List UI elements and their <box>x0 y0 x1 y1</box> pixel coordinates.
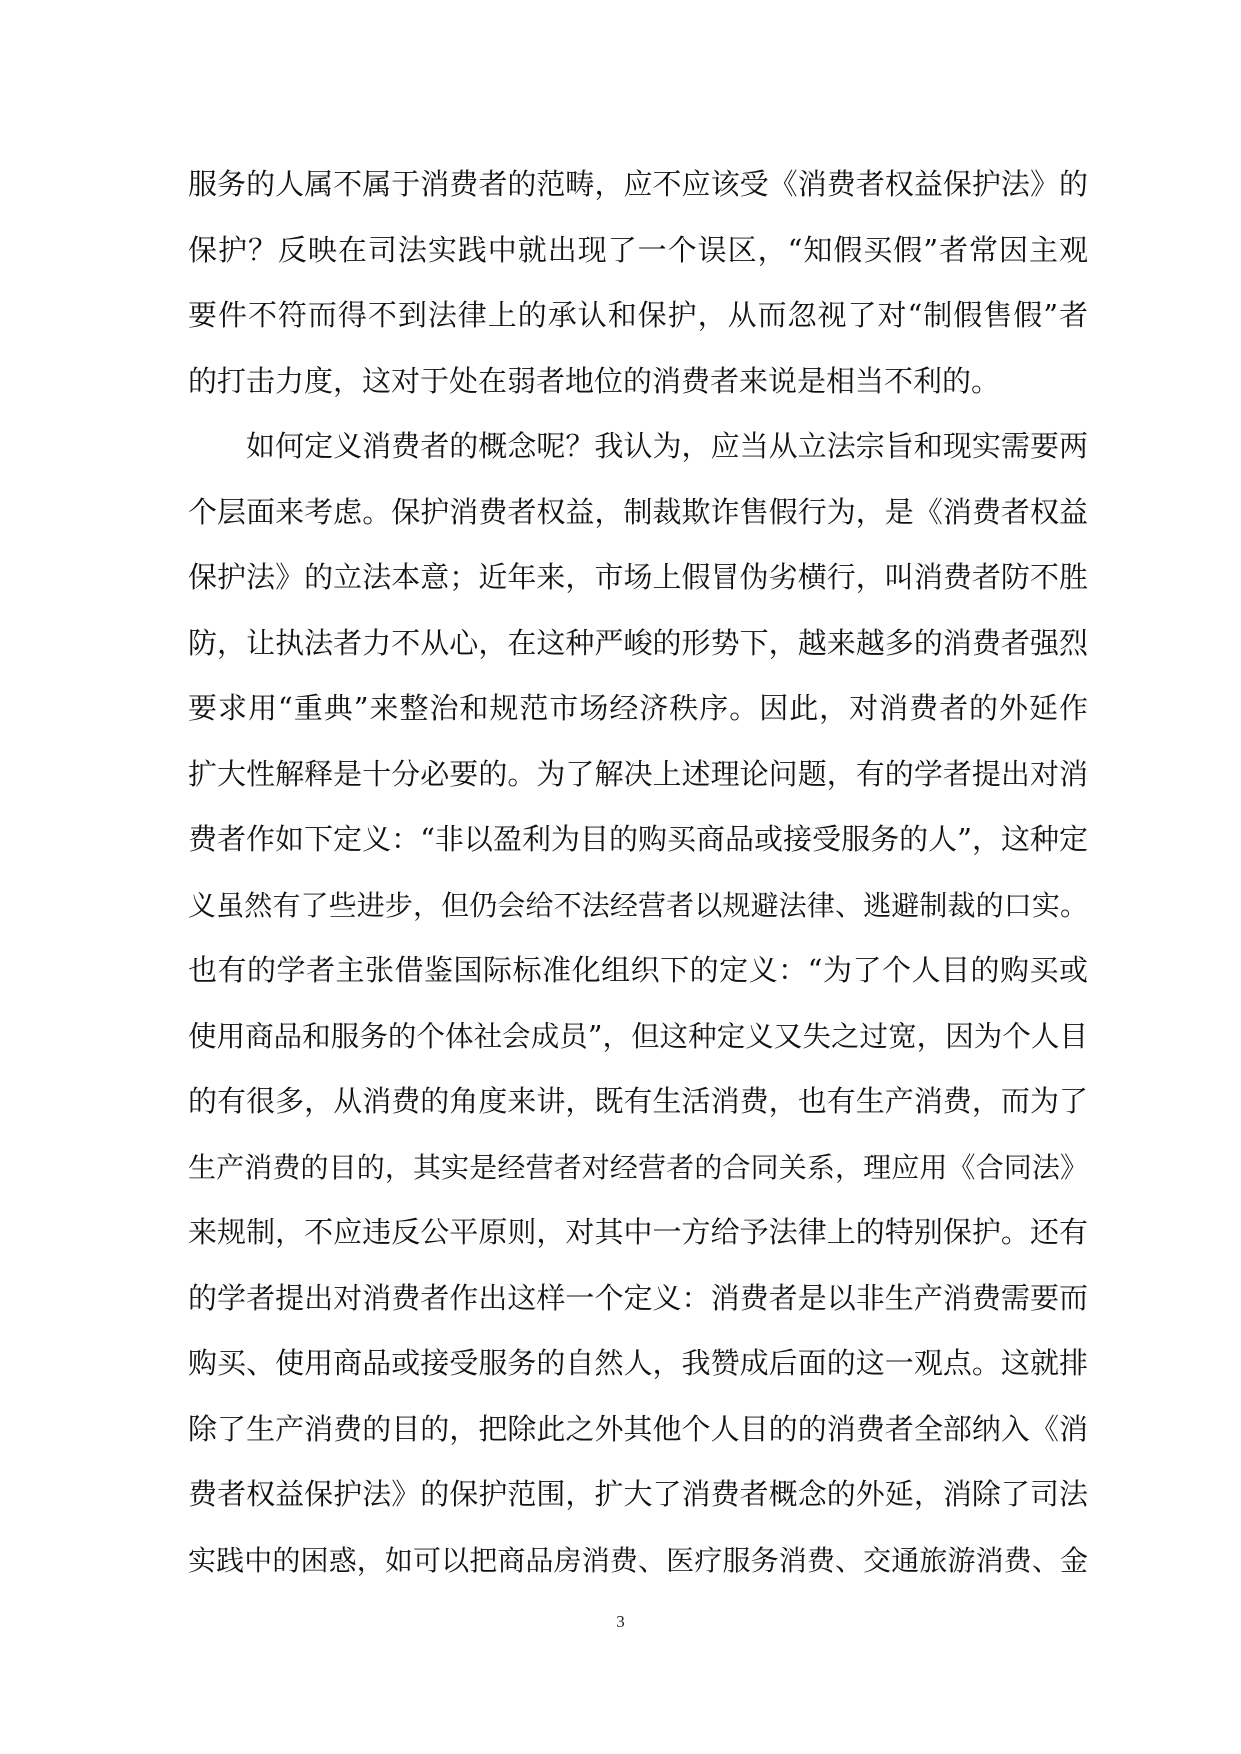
text-line: 费者权益保护法》的保护范围，扩大了消费者概念的外延，消除了司法 <box>188 1477 1088 1511</box>
paragraph-2 <box>188 414 1088 1593</box>
text-line: 除了生产消费的目的，把除此之外其他个人目的的消费者全部纳入《消 <box>188 1411 1088 1446</box>
text-line: 防，让执法者力不从心，在这种严峻的形势下，越来越多的消费者强烈 <box>188 625 1088 660</box>
text-line: 如何定义消费者的概念呢？我认为，应当从立法宗旨和现实需要两 <box>246 429 1088 463</box>
text-line: 生产消费的目的，其实是经营者对经营者的合同关系，理应用《合同法》 <box>188 1150 1088 1184</box>
text-line: 购买、使用商品或接受服务的自然人，我赞成后面的这一观点。这就排 <box>188 1346 1088 1380</box>
text-line: 的有很多，从消费的角度来讲，既有生活消费，也有生产消费，而为了 <box>188 1084 1088 1118</box>
text-line: 使用商品和服务的个体社会成员”，但这种定义又失之过宽，因为个人目 <box>188 1019 1088 1053</box>
text-line: 保护？反映在司法实践中就出现了一个误区，“知假买假”者常因主观 <box>188 232 1088 267</box>
text-line: 的学者提出对消费者作出这样一个定义：消费者是以非生产消费需要而 <box>188 1280 1088 1315</box>
text-line: 义虽然有了些进步，但仍会给不法经营者以规避法律、逃避制裁的口实。 <box>188 888 1088 922</box>
text-line: 服务的人属不属于消费者的范畴，应不应该受《消费者权益保护法》的 <box>188 167 1088 201</box>
text-line: 扩大性解释是十分必要的。为了解决上述理论问题，有的学者提出对消 <box>188 756 1088 791</box>
text-line: 费者作如下定义：“非以盈利为目的购买商品或接受服务的人”，这种定 <box>188 822 1088 856</box>
text-line: 也有的学者主张借鉴国际标准化组织下的定义：“为了个人目的购买或 <box>188 953 1088 987</box>
text-line: 保护法》的立法本意；近年来，市场上假冒伪劣横行，叫消费者防不胜 <box>188 560 1088 594</box>
text-line: 个层面来考虑。保护消费者权益，制裁欺诈售假行为，是《消费者权益 <box>188 494 1088 529</box>
text-line: 的打击力度，这对于处在弱者地位的消费者来说是相当不利的。 <box>188 363 1001 398</box>
text-line: 要件不符而得不到法律上的承认和保护，从而忽视了对“制假售假”者 <box>188 298 1088 332</box>
text-line: 要求用“重典”来整治和规范市场经济秩序。因此，对消费者的外延作 <box>188 691 1088 725</box>
body-text <box>188 152 1088 1593</box>
page-number: 3 <box>616 1612 625 1631</box>
paragraph-1 <box>188 152 1088 414</box>
text-line: 实践中的困惑，如可以把商品房消费、医疗服务消费、交通旅游消费、金 <box>188 1543 1088 1577</box>
text-line: 来规制，不应违反公平原则，对其中一方给予法律上的特别保护。还有 <box>188 1215 1088 1249</box>
